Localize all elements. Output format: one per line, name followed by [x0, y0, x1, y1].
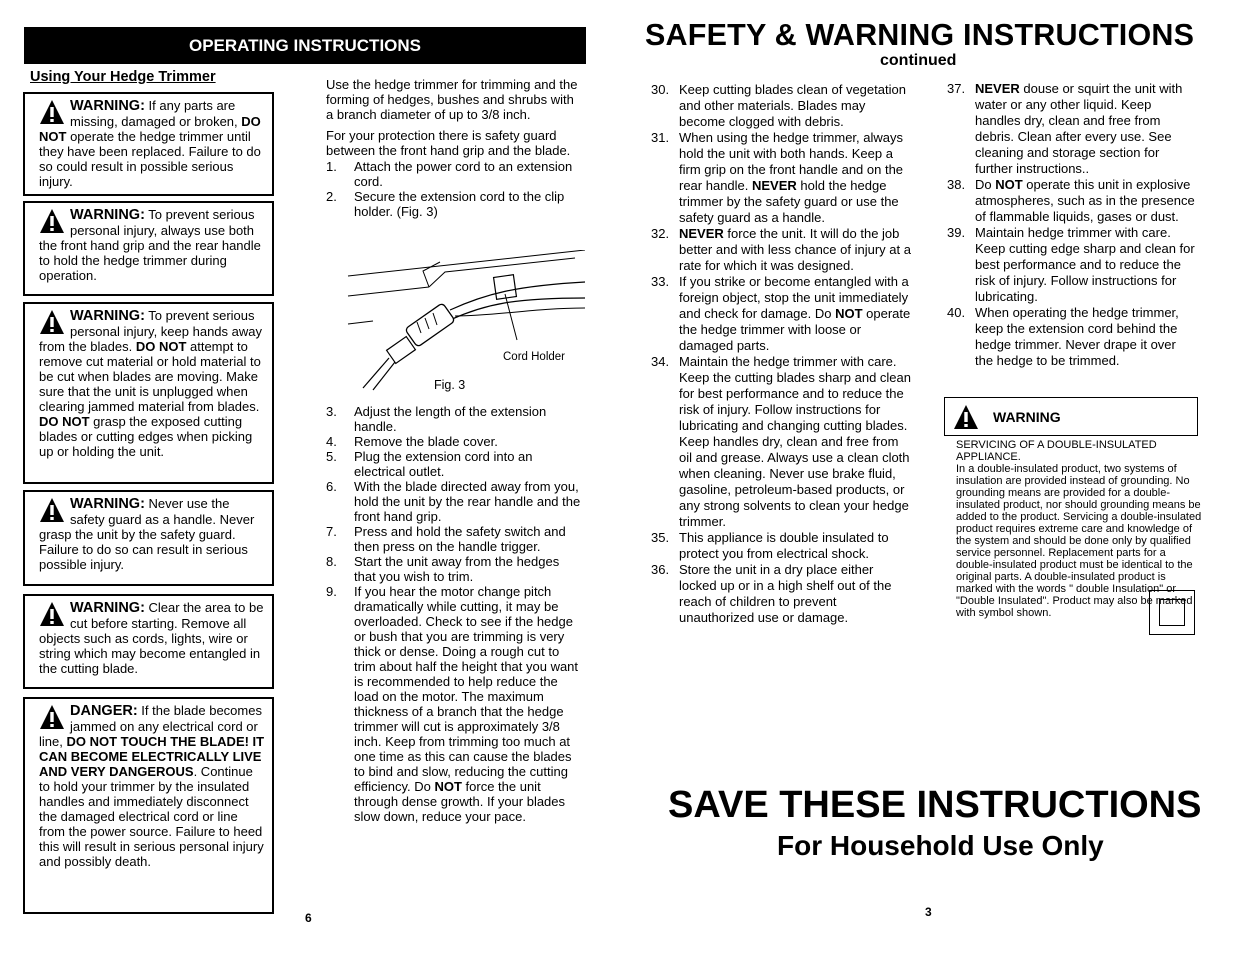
warning-keyword: WARNING:: [70, 98, 145, 114]
intro-paragraph: Use the hedge trimmer for trimming and the forming of hedges, bushes and shrubs with a branch diameter of up to 3/8 inch.: [326, 77, 578, 122]
list-item: [326, 404, 581, 434]
household-use-heading: For Household Use Only: [777, 830, 1104, 861]
warning-box: [23, 594, 274, 689]
body-text: Maintain hedge trimmer with care. Keep cutting edge sharp and clean for best performance and to reduce the risk of injury. Follow instructions for lubricating.: [975, 225, 1195, 304]
emphasis-text: NEVER: [975, 81, 1020, 96]
body-text: If the blade becomes jammed on any electrical cord or line,: [39, 703, 262, 749]
body-text: To prevent serious personal injury, always use both the front hand grip and the rear handle to hold the hedge trimmer during operation.: [39, 207, 261, 283]
list-item: [326, 479, 581, 524]
list-number: 2.: [326, 189, 337, 204]
body-text: Press and hold the safety switch and then press on the handle trigger.: [354, 524, 566, 554]
list-item: [326, 159, 581, 189]
list-item: [651, 562, 913, 626]
body-text: When operating the hedge trimmer, keep the extension cord behind the hedge trimmer. Never drape it over the hedge to be trimmed.: [975, 305, 1179, 368]
body-text: hold the hedge trimmer by the safety guard or use the safety guard as a handle.: [679, 178, 899, 225]
cord-holder-callout: Cord Holder: [503, 351, 565, 363]
emphasis-text: DO NOT TOUCH THE BLADE! IT CAN BECOME ELECTRICALLY LIVE AND VERY DANGEROUS: [39, 734, 265, 779]
body-text: Maintain the hedge trimmer with care. Keep the cutting blades sharp and clean for best performance and to reduce the risk of injury. Follow instructions for lubricating and changing cutting blades. Keep handles dry, clean and free from oil and grease. Always use a clean cloth when cleaning. Never use brake fluid, gasoline, petroleum-based products, or any strong solvents to clean your hedge trimmer.: [679, 354, 912, 529]
warning-keyword: WARNING:: [70, 207, 145, 223]
operating-text-bottom: [326, 404, 581, 824]
cord-holder-figure: [345, 250, 585, 400]
warning-keyword: WARNING:: [70, 496, 145, 512]
section-banner: OPERATING INSTRUCTIONS: [24, 27, 586, 64]
list-number: 5.: [326, 449, 337, 464]
body-text: Store the unit in a dry place either locked up or in a high shelf out of the reach of children to prevent unauthorized use or damage.: [679, 562, 892, 625]
list-number: 36.: [651, 562, 670, 577]
body-text: With the blade directed away from you, hold the unit by the rear handle and the front hand grip.: [354, 479, 581, 524]
list-number: 1.: [326, 159, 337, 174]
list-item: [947, 225, 1197, 305]
list-item: [651, 274, 913, 354]
list-number: 30.: [651, 82, 670, 97]
body-text: attempt to remove cut material or hold material to be cut when blades are moving. Make sure that the unit is unplugged when clearing jammed material from blades.: [39, 339, 261, 414]
list-number: 39.: [947, 225, 966, 240]
warning-box: [23, 490, 274, 586]
list-item: [651, 130, 913, 226]
danger-box: [23, 697, 274, 914]
save-instructions-heading: SAVE THESE INSTRUCTIONS: [668, 784, 1202, 826]
body-text: If you hear the motor change pitch dramatically while cutting, it may be overloaded. Check to see if the hedge or bush that you are trimming is very thick or dense. Doing a rough cut to trim about half the height that you want is recommended to help reduce the load on the motor. The maximum thickness of a branch that the hedge trimmer will cut is approximately 3/8 inch. Keep from trimming too much at one time as this can cause the blades to bind and slow, reducing the cutting efficiency. Do: [354, 584, 579, 794]
steps-list-b: [326, 404, 581, 824]
figure-caption: Fig. 3: [434, 378, 466, 392]
body-text: douse or squirt the unit with water or any other liquid. Keep handles dry, clean and free from debris. Clean after every use. See cleaning and storage section for further instructions..: [975, 81, 1183, 176]
list-number: 31.: [651, 130, 670, 145]
guard-paragraph: For your protection there is safety guard between the front hand grip and the blade.: [326, 128, 571, 158]
body-text: Secure the extension cord to the clip holder. (Fig. 3): [354, 189, 565, 219]
list-number: 3.: [326, 404, 337, 419]
warning-box: [23, 92, 274, 196]
body-text: operate the hedge trimmer until they have been replaced. Failure to do so could result in possible serious injury.: [39, 129, 261, 189]
list-item: [326, 584, 581, 824]
list-number: 37.: [947, 81, 966, 96]
list-number: 40.: [947, 305, 966, 320]
continued-subtitle: continued: [880, 52, 957, 69]
body-text: When using the hedge trimmer, always hold the unit with both hands. Keep a firm grip on the front handle and on the rear handle.: [679, 130, 904, 193]
emphasis-text: NEVER: [752, 178, 797, 193]
servicing-title: SERVICING OF A DOUBLE-INSULATED APPLIANCE.: [956, 439, 1157, 463]
body-text: Plug the extension cord into an electrical outlet.: [354, 449, 533, 479]
emphasis-text: NOT: [835, 306, 863, 321]
safety-list-b: [947, 81, 1197, 369]
list-item: [326, 524, 581, 554]
operating-text-top: [326, 77, 581, 219]
list-item: [651, 226, 913, 274]
section-heading: Using Your Hedge Trimmer: [30, 69, 216, 85]
emphasis-text: DO NOT: [135, 339, 187, 354]
body-text: operate this unit in explosive atmospheres, such as in the presence of flammable liquids, gases or dust.: [975, 177, 1195, 224]
body-text: If you strike or become entangled with a foreign object, stop the unit immediately and check for damage. Do: [679, 274, 909, 321]
warning-triangle-icon: [39, 704, 65, 730]
body-text: . Continue to hold your trimmer by the insulated handles and immediately disconnect the damaged electrical cord or line from the power source. Failure to heed this will result in serious personal injury and possibly death.: [39, 764, 264, 869]
body-text: Clear the area to be cut before starting. Remove all objects such as cords, lights, wire or string which may become entangled in the cutting blade.: [39, 600, 264, 676]
list-item: [326, 449, 581, 479]
warning-triangle-icon: [39, 99, 65, 125]
warning-box: [23, 201, 274, 296]
double-insulation-symbol-icon: [1149, 590, 1195, 635]
list-item: [326, 554, 581, 584]
list-item: [947, 305, 1197, 369]
body-text: Keep cutting blades clean of vegetation and other materials. Blades may become clogged with debris.: [679, 82, 906, 129]
list-number: 8.: [326, 554, 337, 569]
safety-column-1: [651, 82, 913, 626]
warning-triangle-icon: [39, 309, 65, 335]
emphasis-text: NOT: [434, 779, 462, 794]
body-text: force the unit. It will do the job better and with less chance of injury at a rate for which it was designed.: [679, 226, 911, 273]
warning-triangle-icon: [39, 497, 65, 523]
list-number: 6.: [326, 479, 337, 494]
body-text: force the unit through dense growth. If your blades slow down, reduce your pace.: [354, 779, 566, 824]
warning-keyword: WARNING:: [70, 600, 145, 616]
warning-triangle-icon: [39, 208, 65, 234]
safety-column-2: [947, 81, 1197, 369]
list-number: 38.: [947, 177, 966, 192]
body-text: Start the unit away from the hedges that you wish to trim.: [354, 554, 560, 584]
warning-label: WARNING: [993, 408, 1061, 425]
emphasis-text: NOT: [995, 177, 1023, 192]
steps-list-a: [326, 159, 581, 219]
body-text: This appliance is double insulated to protect you from electrical shock.: [679, 530, 889, 561]
body-text: Remove the blade cover.: [354, 434, 498, 449]
body-text: Do: [975, 177, 996, 192]
warning-keyword: DANGER:: [70, 703, 138, 719]
list-item: [947, 81, 1197, 177]
body-text: grasp the exposed cutting blades or cutting edges when picking up or holding the unit.: [39, 414, 253, 459]
safety-title: SAFETY & WARNING INSTRUCTIONS: [645, 18, 1195, 52]
body-text: If any parts are missing, damaged or broken,: [70, 98, 242, 129]
list-item: [651, 354, 913, 530]
body-text: Attach the power cord to an extension cord.: [354, 159, 573, 189]
servicing-text: In a double-insulated product, two systems of insulation are provided instead of grounding. No grounding means are provided for a double-insulated product, nor should grounding means be added to the product. Servicing a double-insulated product requires extreme care and knowledge of the system and should be done only by qualified service personnel. Replacement parts for a double-insulated product must be identical to the original parts. A double-insulated product is marked with the words " double Insulation" or "Double Insulated". Product may also be marked with symbol shown.: [956, 463, 1202, 619]
list-number: 32.: [651, 226, 670, 241]
list-item: [651, 82, 913, 130]
list-number: 4.: [326, 434, 337, 449]
list-number: 7.: [326, 524, 337, 539]
page-number-right: 3: [925, 905, 932, 919]
warning-triangle-icon: [953, 404, 979, 430]
warning-triangle-icon: [39, 601, 65, 627]
list-number: 33.: [651, 274, 670, 289]
list-item: [651, 530, 913, 562]
emphasis-text: DO NOT: [39, 414, 90, 429]
body-text: operate the hedge trimmer with loose or damaged parts.: [679, 306, 911, 353]
body-text: To prevent serious personal injury, keep hands away from the blades.: [39, 308, 262, 354]
emphasis-text: DO NOT: [39, 114, 261, 144]
list-item: [326, 434, 581, 449]
warning-box: [23, 302, 274, 484]
warning-box: [944, 397, 1198, 436]
body-text: Never use the safety guard as a handle. Never grasp the unit by the safety guard. Failure to do so can result in serious possible injury.: [39, 496, 255, 572]
body-text: Adjust the length of the extension handle.: [354, 404, 547, 434]
list-item: [947, 177, 1197, 225]
warning-keyword: WARNING:: [70, 308, 145, 324]
list-number: 34.: [651, 354, 670, 369]
list-item: [326, 189, 581, 219]
safety-list-a: [651, 82, 913, 626]
list-number: 35.: [651, 530, 670, 545]
emphasis-text: NEVER: [679, 226, 724, 241]
list-number: 9.: [326, 584, 337, 599]
page-number-left: 6: [305, 911, 312, 925]
